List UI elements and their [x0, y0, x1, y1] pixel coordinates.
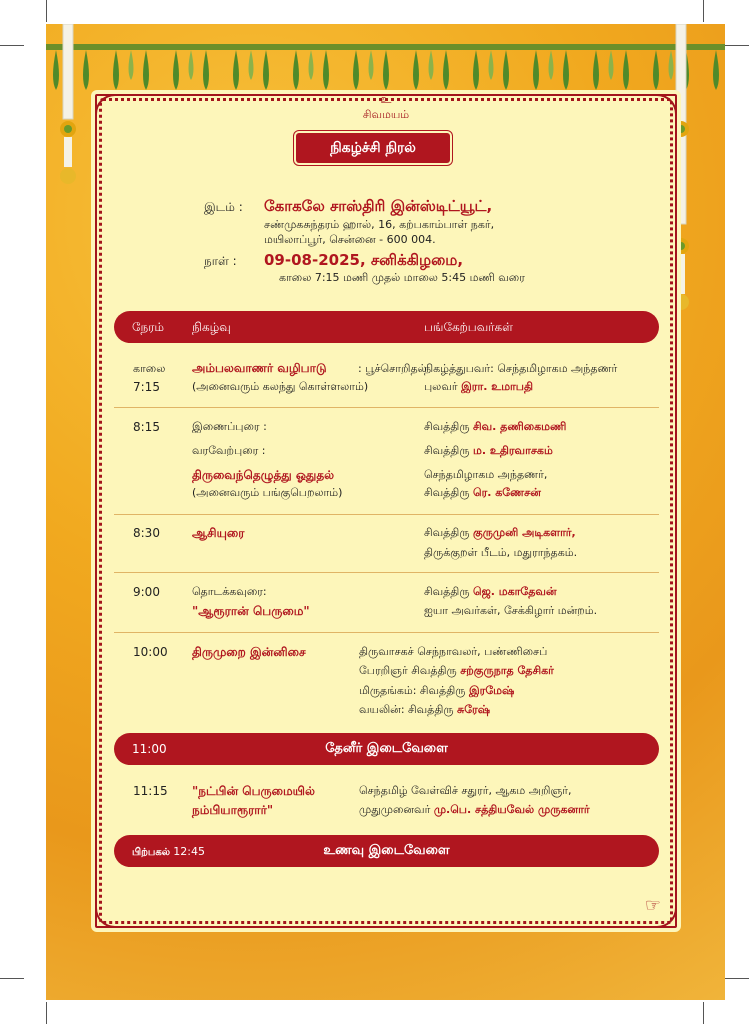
row-time: 8:30 [133, 526, 160, 540]
row-event: ஆசியுரை [192, 526, 245, 540]
row-person-title: பேரறிஞர் சிவத்திரு [359, 664, 461, 677]
om-symbol: உ [380, 92, 392, 106]
row-event: திருமுறை இன்னிசை [192, 645, 306, 659]
table-header [114, 311, 659, 343]
crop-mark [725, 45, 749, 46]
pointing-hand-icon: ☞ [644, 895, 661, 916]
row-event: "நட்பின் பெருமையில் [192, 784, 315, 798]
crop-mark [46, 0, 47, 22]
corner-ornament-icon [95, 888, 135, 928]
row-person-name: சுரேஷ் [457, 703, 491, 716]
col-time: நேரம் [132, 320, 165, 334]
lunch-break-bar [114, 835, 659, 867]
row-event: "ஆரூரான் பெருமை" [192, 604, 310, 618]
row-event: இணைப்புரை : [192, 420, 267, 433]
sivamayam-text: சிவமயம் [362, 108, 410, 121]
row-person: நிகழ்த்துபவர்: செந்தமிழாகம அந்தணர் [424, 362, 618, 375]
row-person-name: ஜெ. மகாதேவன் [473, 585, 557, 598]
row-time: 10:00 [133, 645, 168, 659]
crop-mark [0, 978, 24, 979]
program-card [91, 90, 681, 932]
row-person: திருவாசகச் செந்நாவலர், பண்ணிசைப் [359, 645, 548, 658]
break-time: 11:00 [132, 742, 167, 756]
page-title: நிகழ்ச்சி நிரல் [296, 133, 450, 163]
venue-address-line1: சண்முகசுந்தரம் ஹால், 16, கற்பகாம்பாள் நகர், [264, 218, 495, 231]
row-event: திருவைந்தெழுத்து ஓதுதல் [192, 468, 335, 482]
crop-mark [725, 978, 749, 979]
row-person-name: இரமேஷ் [468, 684, 515, 697]
date-label: நாள் : [204, 254, 237, 268]
venue-address-line2: மயிலாப்பூர், சென்னை - 600 004. [264, 233, 436, 246]
row-person-name: ம. உதிரவாசகம் [473, 444, 553, 457]
venue-name: கோகலே சாஸ்திரி இன்ஸ்டிட்யூட், [264, 197, 493, 215]
row-person-name: இரா. உமாபதி [461, 380, 534, 393]
crop-mark [0, 45, 24, 46]
break-label: தேனீர் இடைவேளை [325, 741, 448, 756]
row-event: அம்பலவாணர் வழிபாடு [192, 361, 327, 375]
row-person-name: ரெ. கணேசன் [473, 486, 541, 499]
row-time: 9:00 [133, 585, 160, 599]
row-person: செந்தமிழ் வேள்விச் சதுரர், ஆகம அறிஞர், [359, 784, 572, 797]
table-row [114, 350, 659, 408]
crop-mark [46, 1002, 47, 1024]
crop-mark [703, 1002, 704, 1024]
row-person: செந்தமிழாகம அந்தணர், [424, 468, 548, 481]
row-event-detail: : பூச்சொறிதல் [358, 362, 427, 375]
break-label: உணவு இடைவேளை [323, 843, 450, 858]
row-person-name: சற்குருநாத தேசிகர் [460, 664, 554, 677]
row-person-title: சிவத்திரு [424, 526, 474, 539]
row-person-title: மிருதங்கம்: சிவத்திரு [359, 684, 469, 697]
date-value: 09-08-2025, சனிக்கிழமை, [264, 251, 464, 269]
row-event: தொடக்கவுரை: [192, 585, 267, 598]
row-event: வரவேற்புரை : [192, 444, 266, 457]
row-person-name: குருமுனி அடிகளார், [473, 526, 576, 539]
row-time: காலை [133, 362, 166, 375]
break-time-label: பிற்பகல் [132, 847, 171, 858]
row-note: (அனைவரும் கலந்து கொள்ளலாம்) [192, 380, 369, 393]
table-row [114, 572, 659, 633]
table-row [114, 407, 659, 515]
row-person-title: சிவத்திரு [424, 444, 474, 457]
jasmine-garland-icon [59, 24, 77, 194]
table-row [114, 770, 659, 825]
date-time-range: காலை 7:15 மணி முதல் மாலை 5:45 மணி வரை [279, 271, 525, 284]
row-note: (அனைவரும் பங்குபெறலாம்) [192, 486, 343, 499]
row-time: 7:15 [133, 380, 160, 394]
col-people: பங்கேற்பவர்கள் [424, 320, 513, 334]
row-person-title: சிவத்திரு [424, 486, 474, 499]
row-person-name: மு.பெ. சத்தியவேல் முருகனார் [433, 803, 590, 816]
row-person-title: சிவத்திரு [424, 420, 474, 433]
venue-label: இடம் : [204, 200, 243, 214]
table-row [114, 632, 659, 732]
col-event: நிகழ்வு [192, 320, 231, 334]
row-person-title: சிவத்திரு [424, 585, 474, 598]
invitation-page [46, 24, 725, 1000]
break-time: 12:45 [173, 845, 205, 858]
tea-break-bar [114, 733, 659, 765]
row-person: திருக்குறள் பீடம், மதுராந்தகம். [424, 546, 578, 559]
row-time: 11:15 [133, 784, 168, 798]
row-person: ஐயா அவர்கள், சேக்கிழார் மன்றம். [424, 604, 598, 617]
row-time: 8:15 [133, 420, 160, 434]
crop-mark [703, 0, 704, 22]
row-person-name: சிவ. தணிகைமணி [473, 420, 567, 433]
table-row [114, 514, 659, 573]
row-person-title: வயலின்: சிவத்திரு [359, 703, 458, 716]
row-person-title: முதுமுனைவர் [359, 803, 434, 816]
row-person-title: புலவர் [424, 380, 462, 393]
row-event: நம்பியாரூரார்" [192, 803, 274, 817]
